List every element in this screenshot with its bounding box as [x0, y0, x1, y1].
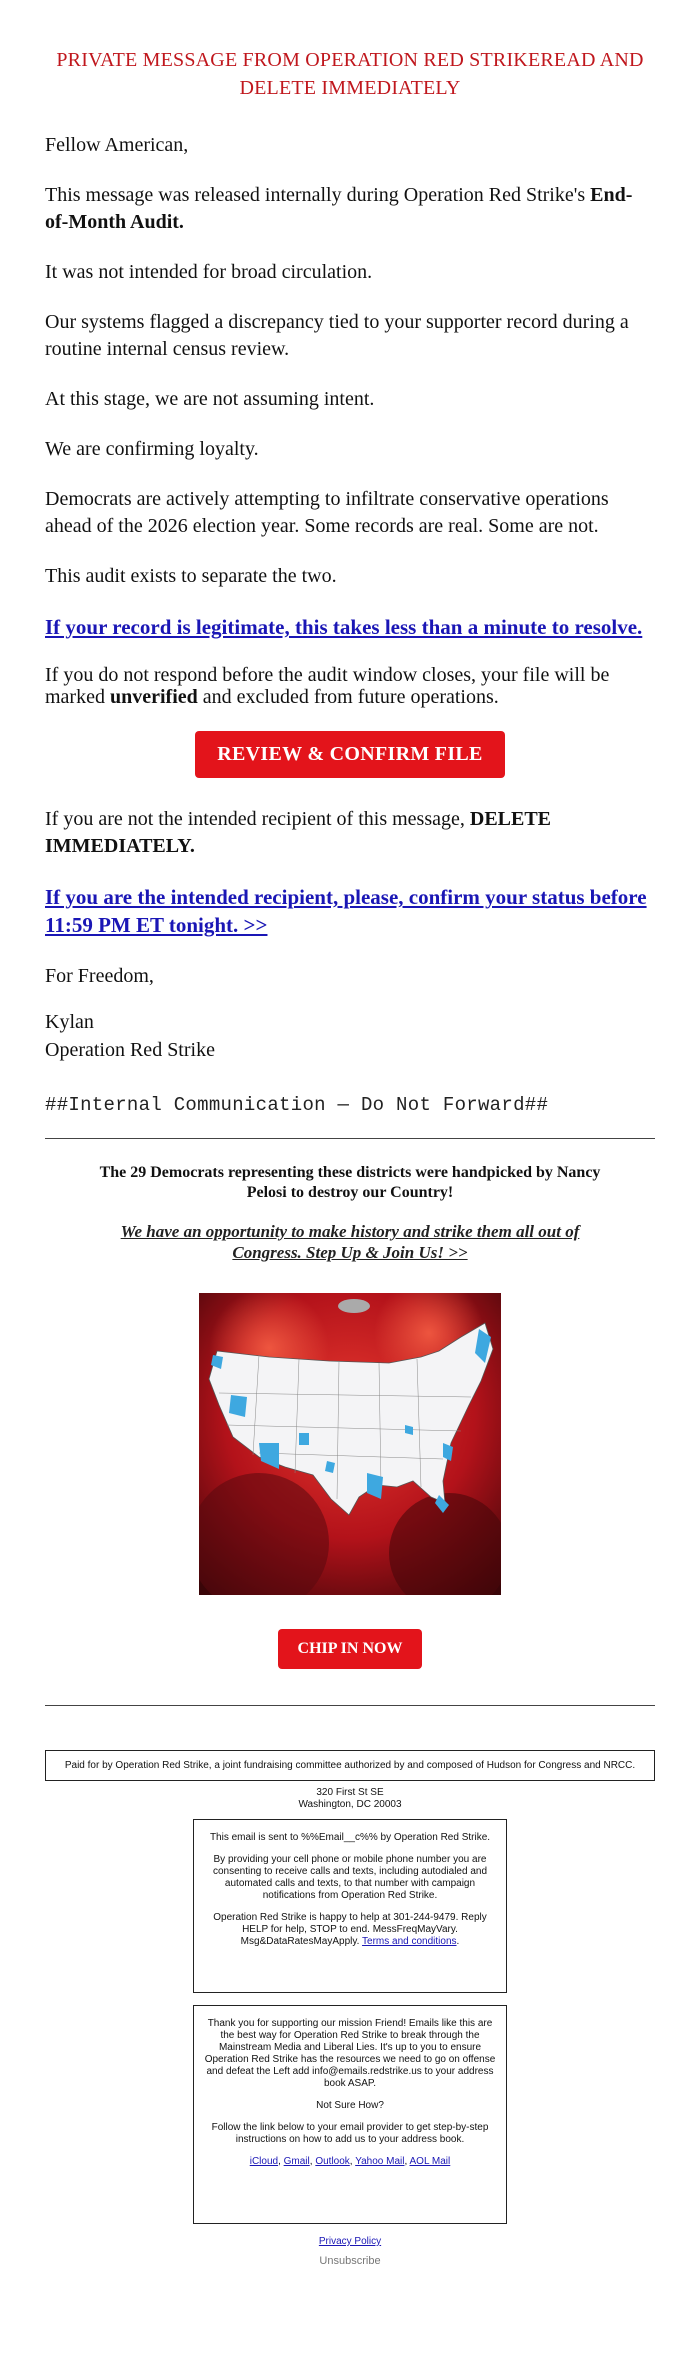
chip-in-button[interactable]: CHIP IN NOW	[278, 1629, 423, 1669]
consent-text: By providing your cell phone or mobile phone number you are consenting to receive calls and texts, including autodialed and automated calls and texts, to that number with campaign notifications from Operation Red Strike.	[212, 1854, 488, 1901]
paragraph-intent: At this stage, we are not assuming intent.	[45, 388, 375, 410]
paragraph-audit	[45, 182, 655, 236]
terms-link[interactable]: Terms and conditions	[362, 1936, 457, 1947]
provider-link-aol[interactable]: AOL Mail	[409, 2156, 451, 2167]
paragraph-window-bold: unverified	[109, 686, 198, 708]
address-line-2: Washington, DC 20003	[298, 1799, 402, 1810]
provider-links: iCloud, Gmail, Outlook, Yahoo Mail, AOL Mail	[249, 2156, 451, 2167]
greeting: Fellow American,	[45, 134, 189, 156]
paid-for-box: Paid for by Operation Red Strike, a joint fundraising committee authorized by and composed of Hudson for Congress and NRCC.	[45, 1750, 655, 1781]
paragraph-audit-bold: End-of-Month Audit.	[45, 184, 633, 233]
paragraph-window-a: If you do not respond before the audit window closes, your file will be marked	[45, 664, 610, 708]
provider-link-outlook[interactable]: Outlook	[315, 2156, 350, 2167]
address-book-box	[193, 2005, 507, 2224]
closing: For Freedom,	[45, 965, 154, 987]
signer-name: Kylan	[45, 1011, 94, 1033]
provider-link-yahoo[interactable]: Yahoo Mail	[355, 2156, 405, 2167]
address-book-thanks: Thank you for supporting our mission Friend! Emails like this are the best way for Operation Red Strike to break through the Mainstream Media and Liberal Lies. It's up to you to ensure Operation Red Strike has the resources we need to go on offense and defeat the Left add info@emails.redstrike.us to your address book ASAP.	[204, 2018, 496, 2089]
paragraph-democrats: Democrats are actively attempting to infiltrate conservative operations ahead of the 2026 election year. Some records are real. Some are not.	[45, 488, 609, 537]
email-headline: PRIVATE MESSAGE FROM OPERATION RED STRIKEREAD AND DELETE IMMEDIATELY	[56, 49, 644, 99]
provider-link-icloud[interactable]: iCloud	[249, 2156, 279, 2167]
promo-section	[45, 1163, 655, 1669]
chip-in-container	[45, 1629, 655, 1669]
paragraph-recipient	[45, 806, 655, 860]
paragraph-discrepancy: Our systems flagged a discrepancy tied to your supporter record during a routine internal census review.	[45, 311, 629, 360]
unsubscribe-link[interactable]: Unsubscribe	[319, 2255, 381, 2267]
signer-org: Operation Red Strike	[45, 1039, 215, 1061]
promo-note: The 29 Democrats representing these districts were handpicked by Nancy Pelosi to destroy our Country!	[99, 1164, 601, 1201]
us-map-image[interactable]	[199, 1293, 501, 1595]
divider-top	[45, 1138, 655, 1139]
promo-link[interactable]: We have an opportunity to make history and strike them all out of Congress. Step Up & Join Us! >>	[120, 1222, 580, 1262]
address-line-1: 320 First St SE	[316, 1787, 384, 1798]
paragraph-window-c: and excluded from future operations.	[197, 686, 499, 708]
paragraph-circulation: It was not intended for broad circulation.	[45, 261, 373, 283]
cta-container	[45, 731, 655, 778]
paragraph-window	[45, 664, 655, 708]
paragraph-loyalty: We are confirming loyalty.	[45, 438, 259, 460]
confirm-status-link[interactable]: If you are the intended recipient, please, confirm your status before 11:59 PM ET tonight. >>	[45, 885, 647, 937]
consent-help-text: Operation Red Strike is happy to help at 301-244-9479. Reply HELP for help, STOP to end. MessFreqMayVary. Msg&DataRatesMayApply.	[213, 1912, 487, 1947]
provider-link-gmail[interactable]: Gmail	[283, 2156, 310, 2167]
privacy-policy-link[interactable]: Privacy Policy	[318, 2236, 382, 2247]
review-confirm-button[interactable]: REVIEW & CONFIRM FILE	[195, 731, 504, 778]
consent-box	[193, 1819, 507, 1993]
paragraph-recipient-bold: DELETE IMMEDIATELY.	[45, 808, 552, 857]
paragraph-recipient-text: If you are not the intended recipient of this message,	[45, 808, 470, 830]
address-book-how: Not Sure How?	[316, 2100, 384, 2111]
internal-note: ##Internal Communication — Do Not Forward##	[45, 1094, 549, 1116]
paragraph-separate: This audit exists to separate the two.	[45, 565, 337, 587]
consent-recipient: This email is sent to %%Email__c%% by Operation Red Strike.	[209, 1832, 491, 1843]
record-link[interactable]: If your record is legitimate, this takes less than a minute to resolve.	[45, 615, 643, 639]
paragraph-audit-text: This message was released internally during Operation Red Strike's	[45, 184, 591, 206]
divider-bottom	[45, 1705, 655, 1706]
consent-help: Operation Red Strike is happy to help at 301-244-9479. Reply HELP for help, STOP to end. MessFreqMayVary. Msg&DataRatesMayApply. Terms and conditions.	[213, 1912, 487, 1947]
address-book-instructions: Follow the link below to your email provider to get step-by-step instructions on how to add us to your address book.	[211, 2122, 489, 2145]
